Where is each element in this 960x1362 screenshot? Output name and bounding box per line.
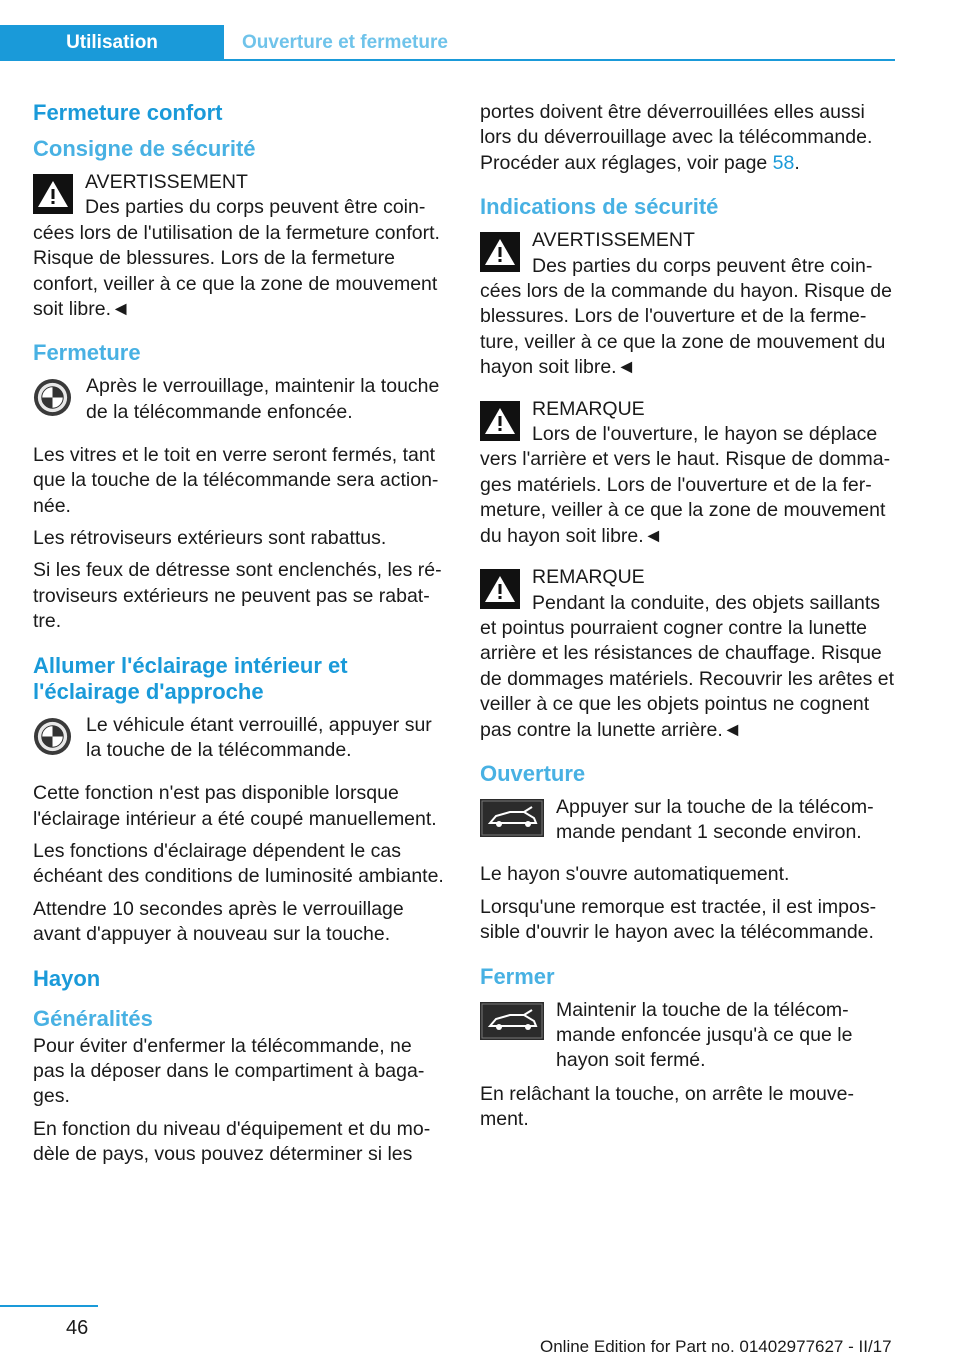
edition-text: Online Edition for Part no. 01402977627 - II/17	[540, 1337, 892, 1356]
warning-title: AVERTISSEMENT	[532, 229, 695, 252]
remark-text: Lors de l'ouverture, le hayon se déplace vers l'arrière et vers le haut. Risque de dommages matériels. Lors de l'ouverture et de la fermeture, veiller à ce que la zone de mouvement du hayon soit libre.◄	[480, 423, 891, 547]
warning-text: Des parties du corps peuvent être coincées lors de l'utilisation de la fermeture confort. Risque de blessures. Lors de la fermeture confort, veiller à ce que la zone de mouvement soit libre.◄	[33, 196, 440, 321]
tailgate-car-icon	[480, 799, 544, 844]
remark-note-2	[480, 565, 896, 743]
paragraph: Cette fonction n'est pas disponible lorsque l'éclairage intérieur a été coupé manuellement.	[33, 782, 437, 830]
remark-text: Pendant la conduite, des objets saillants et pointus pourraient cogner contre la lunette arrière et les résistances de chauffage. Risque de dommages matériels. Recouvrir les arêtes et veiller à ce que les objets pointus ne cognent pas contre la lunette arrière.◄	[480, 591, 895, 741]
header-rule	[224, 59, 895, 61]
heading-consigne-securite: Consigne de sécurité	[33, 136, 256, 161]
remote-note-text: Le véhicule étant verrouillé, appuyer sur la touche de la télécommande.	[86, 713, 432, 762]
remote-key-icon	[33, 717, 72, 763]
tailgate-note-text: Appuyer sur la touche de la télécommande pendant 1 seconde environ.	[556, 795, 874, 844]
warning-triangle-icon	[480, 569, 520, 609]
page-header	[0, 25, 895, 61]
paragraph: En fonction du niveau d'équipement et du modèle de pays, vous pouvez déterminer si les	[33, 1117, 431, 1166]
warning-triangle-icon	[480, 401, 520, 441]
paragraph: Les vitres et le toit en verre seront fermés, tant que la touche de la télécommande sera actionnée.	[33, 443, 439, 517]
remote-note-text: Après le verrouillage, maintenir la touche de la télécommande enfoncée.	[86, 375, 440, 423]
remote-note-allumer	[33, 713, 445, 765]
paragraph-continued	[480, 100, 896, 176]
warning-text: Des parties du corps peuvent être coincées lors de la commande du hayon. Risque de blessures. Lors de l'ouverture et de la fermeture, veiller à ce que la zone de mouvement du hayon soit libre.◄	[480, 254, 892, 379]
footer-rule	[0, 1305, 98, 1307]
heading-fermeture: Fermeture	[33, 340, 141, 366]
paragraph: Les fonctions d'éclairage dépendent le cas échéant des conditions de luminosité ambiante.	[33, 839, 444, 888]
paragraph: Attendre 10 secondes après le verrouillage avant d'appuyer à nouveau sur la touche.	[33, 897, 404, 946]
remark-title: REMARQUE	[532, 566, 645, 589]
heading-ouverture: Ouverture	[480, 760, 586, 786]
heading-fermer: Fermer	[480, 963, 555, 989]
heading-generalites: Généralités	[33, 1005, 153, 1031]
page-number: 46	[66, 1317, 89, 1339]
remark-note-1	[480, 397, 896, 549]
tailgate-note-fermer	[480, 998, 896, 1074]
paragraph-text: .	[794, 151, 800, 174]
heading-hayon: Hayon	[33, 965, 101, 991]
warning-note-1	[33, 170, 445, 322]
heading-allumer-eclairage: Allumer l'éclairage intérieur et l'éclairage d'approche	[33, 652, 348, 704]
warning-note-2	[480, 228, 896, 380]
tab-ouverture-fermeture[interactable]: Ouverture et fermeture	[242, 32, 448, 53]
tailgate-note-ouverture	[480, 795, 896, 846]
page-link[interactable]: 58	[772, 151, 795, 174]
paragraph: Pour éviter d'enfermer la télécommande, ne pas la déposer dans le compartiment à bagages.	[33, 1034, 425, 1108]
paragraph: Le hayon s'ouvre automatiquement.	[480, 863, 790, 886]
right-column	[480, 100, 896, 1140]
tailgate-car-icon	[480, 1002, 544, 1047]
left-column	[33, 100, 445, 1175]
remote-key-icon	[33, 378, 72, 424]
heading-indications-securite: Indications de sécurité	[480, 194, 719, 220]
tailgate-note-text: Maintenir la touche de la télécommande enfoncée jusqu'à ce que le hayon soit fermé.	[556, 998, 853, 1072]
warning-title: AVERTISSEMENT	[85, 171, 248, 193]
paragraph: Les rétroviseurs extérieurs sont rabattus.	[33, 527, 387, 550]
warning-triangle-icon	[33, 174, 73, 214]
remark-title: REMARQUE	[532, 397, 645, 420]
tab-utilisation[interactable]: Utilisation	[0, 25, 224, 61]
paragraph: En relâchant la touche, on arrête le mouvement.	[480, 1082, 854, 1131]
paragraph: Si les feux de détresse sont enclenchés, les rétroviseurs extérieurs ne peuvent pas se rabattre.	[33, 559, 442, 633]
paragraph: Lorsqu'une remorque est tractée, il est impossible d'ouvrir le hayon avec la télécommande.	[480, 895, 877, 944]
heading-fermeture-confort: Fermeture confort	[33, 100, 223, 125]
warning-triangle-icon	[480, 232, 520, 272]
paragraph-text: portes doivent être déverrouillées elles aussi lors du déverrouillage avec la télécommande. Procéder aux réglages, voir page	[480, 101, 873, 174]
remote-note-fermeture	[33, 374, 445, 426]
